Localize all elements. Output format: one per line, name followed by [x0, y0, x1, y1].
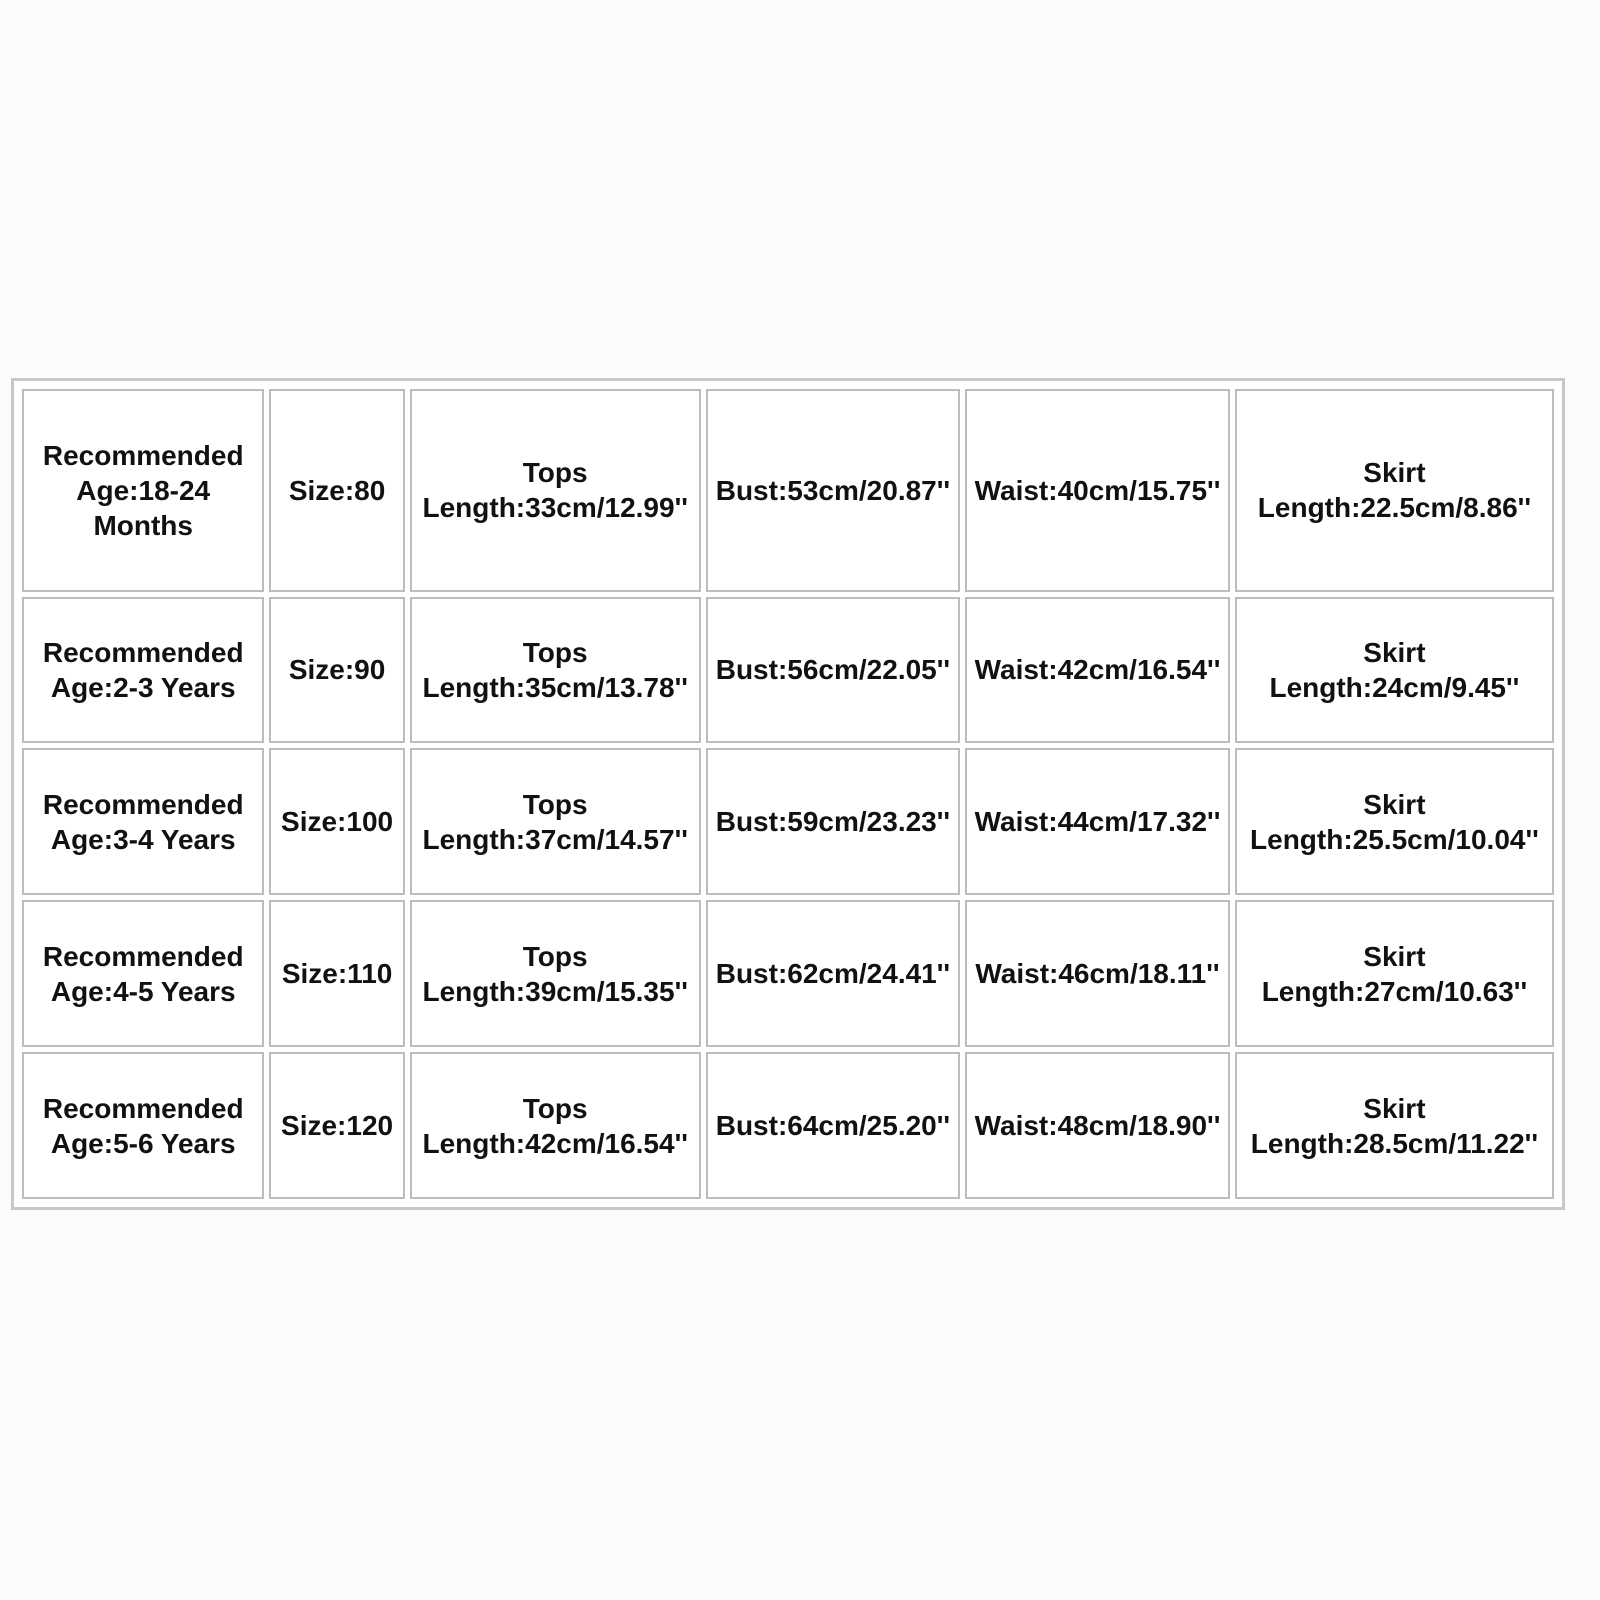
size-chart [11, 378, 1565, 1210]
age-line: Age:3-4 Years [50, 823, 236, 855]
skirt-label: Skirt [1363, 457, 1426, 489]
table-row [22, 597, 1554, 744]
tops-length-cell [410, 597, 701, 744]
bust-cell: Bust:53cm/20.87'' [706, 389, 961, 592]
skirt-length-value: Length:25.5cm/10.04'' [1250, 823, 1539, 855]
size-chart-table [17, 384, 1559, 1204]
tops-length-value: Length:35cm/13.78'' [422, 671, 688, 703]
age-cell [22, 597, 264, 744]
age-line: Recommended [42, 940, 244, 972]
bust-cell: Bust:62cm/24.41'' [706, 900, 961, 1047]
size-cell: Size:90 [269, 597, 404, 744]
skirt-label: Skirt [1363, 788, 1426, 820]
size-cell: Size:120 [269, 1052, 404, 1199]
tops-label: Tops [522, 1092, 588, 1124]
tops-length-value: Length:33cm/12.99'' [422, 492, 688, 524]
waist-cell: Waist:46cm/18.11'' [965, 900, 1230, 1047]
skirt-length-value: Length:28.5cm/11.22'' [1250, 1127, 1538, 1159]
skirt-length-value: Length:22.5cm/8.86'' [1257, 492, 1531, 524]
age-line: Recommended [42, 788, 244, 820]
tops-label: Tops [522, 788, 588, 820]
age-line: Age:5-6 Years [50, 1127, 236, 1159]
age-line: Age:2-3 Years [50, 671, 236, 703]
tops-length-cell [410, 748, 701, 895]
tops-length-value: Length:37cm/14.57'' [422, 823, 688, 855]
age-cell [22, 748, 264, 895]
tops-length-value: Length:39cm/15.35'' [422, 975, 688, 1007]
tops-length-value: Length:42cm/16.54'' [422, 1127, 688, 1159]
age-cell [22, 1052, 264, 1199]
skirt-length-value: Length:24cm/9.45'' [1269, 671, 1520, 703]
skirt-label: Skirt [1363, 940, 1426, 972]
waist-cell: Waist:42cm/16.54'' [965, 597, 1230, 744]
tops-length-cell [410, 900, 701, 1047]
age-cell [22, 389, 264, 592]
waist-cell: Waist:44cm/17.32'' [965, 748, 1230, 895]
age-line: Recommended [42, 636, 244, 668]
table-row [22, 389, 1554, 592]
age-line: Recommended [42, 439, 244, 471]
size-cell: Size:80 [269, 389, 404, 592]
age-line: Recommended [42, 1092, 244, 1124]
tops-label: Tops [522, 940, 588, 972]
tops-label: Tops [522, 457, 588, 489]
skirt-length-cell [1235, 597, 1554, 744]
skirt-label: Skirt [1363, 1092, 1426, 1124]
table-row [22, 748, 1554, 895]
tops-length-cell [410, 389, 701, 592]
age-line: Age:18-24 [76, 474, 211, 506]
bust-cell: Bust:59cm/23.23'' [706, 748, 961, 895]
skirt-label: Skirt [1363, 636, 1426, 668]
bust-cell: Bust:64cm/25.20'' [706, 1052, 961, 1199]
size-cell: Size:100 [269, 748, 404, 895]
tops-length-cell [410, 1052, 701, 1199]
age-line: Age:4-5 Years [50, 975, 236, 1007]
age-line: Months [93, 509, 193, 541]
skirt-length-cell [1235, 900, 1554, 1047]
waist-cell: Waist:48cm/18.90'' [965, 1052, 1230, 1199]
age-cell [22, 900, 264, 1047]
skirt-length-cell [1235, 389, 1554, 592]
tops-label: Tops [522, 636, 588, 668]
skirt-length-cell [1235, 748, 1554, 895]
skirt-length-value: Length:27cm/10.63'' [1261, 975, 1528, 1007]
bust-cell: Bust:56cm/22.05'' [706, 597, 961, 744]
table-row [22, 1052, 1554, 1199]
skirt-length-cell [1235, 1052, 1554, 1199]
table-row [22, 900, 1554, 1047]
waist-cell: Waist:40cm/15.75'' [965, 389, 1230, 592]
size-cell: Size:110 [269, 900, 404, 1047]
